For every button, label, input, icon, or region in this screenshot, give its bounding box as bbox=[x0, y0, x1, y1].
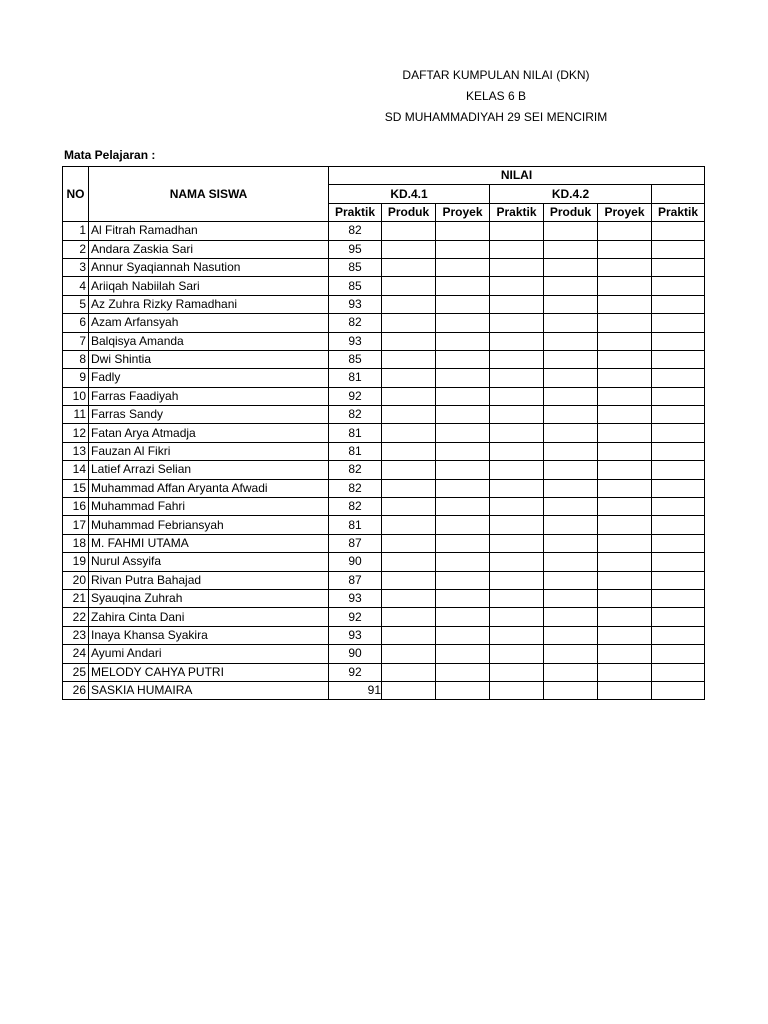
proyek-2-score bbox=[598, 332, 652, 350]
table-row bbox=[63, 645, 705, 663]
produk-2-score bbox=[544, 277, 598, 295]
student-name: Dwi Shintia bbox=[89, 350, 329, 368]
produk-score bbox=[382, 350, 436, 368]
proyek-score bbox=[436, 645, 490, 663]
praktik-3-score bbox=[652, 553, 705, 571]
proyek-2-score bbox=[598, 387, 652, 405]
proyek-2-score bbox=[598, 222, 652, 240]
table-row bbox=[63, 589, 705, 607]
proyek-2-score bbox=[598, 277, 652, 295]
praktik-score: 81 bbox=[329, 516, 382, 534]
table-row bbox=[63, 626, 705, 644]
produk-score bbox=[382, 442, 436, 460]
praktik-score: 90 bbox=[329, 645, 382, 663]
produk-score bbox=[382, 387, 436, 405]
proyek-score bbox=[436, 424, 490, 442]
proyek-2-score bbox=[598, 479, 652, 497]
proyek-2-score bbox=[598, 645, 652, 663]
table-row bbox=[63, 424, 705, 442]
praktik-score: 81 bbox=[329, 424, 382, 442]
student-name: Muhammad Affan Aryanta Afwadi bbox=[89, 479, 329, 497]
row-number: 13 bbox=[63, 442, 89, 460]
produk-score bbox=[382, 369, 436, 387]
praktik-score: 92 bbox=[329, 663, 382, 681]
student-name: Zahira Cinta Dani bbox=[89, 608, 329, 626]
table-row bbox=[63, 406, 705, 424]
produk-2-score bbox=[544, 663, 598, 681]
praktik-3-score bbox=[652, 681, 705, 699]
produk-2-score bbox=[544, 626, 598, 644]
table-row bbox=[63, 608, 705, 626]
table-row bbox=[63, 314, 705, 332]
praktik-score: 81 bbox=[329, 442, 382, 460]
table-row bbox=[63, 498, 705, 516]
sub-produk-2: Produk bbox=[544, 203, 598, 221]
row-number: 22 bbox=[63, 608, 89, 626]
proyek-2-score bbox=[598, 461, 652, 479]
row-number: 3 bbox=[63, 258, 89, 276]
student-name: Andara Zaskia Sari bbox=[89, 240, 329, 258]
table-row bbox=[63, 222, 705, 240]
praktik-score: 85 bbox=[329, 258, 382, 276]
student-name: Muhammad Fahri bbox=[89, 498, 329, 516]
produk-2-score bbox=[544, 479, 598, 497]
student-name: Annur Syaqiannah Nasution bbox=[89, 258, 329, 276]
student-name: Nurul Assyifa bbox=[89, 553, 329, 571]
praktik-score: 85 bbox=[329, 350, 382, 368]
table-row bbox=[63, 369, 705, 387]
proyek-2-score bbox=[598, 314, 652, 332]
table-row bbox=[63, 479, 705, 497]
praktik-score: 81 bbox=[329, 369, 382, 387]
produk-score bbox=[382, 608, 436, 626]
row-number: 6 bbox=[63, 314, 89, 332]
student-name: M. FAHMI UTAMA bbox=[89, 534, 329, 552]
produk-score bbox=[382, 553, 436, 571]
praktik-3-score bbox=[652, 387, 705, 405]
praktik-score: 92 bbox=[329, 608, 382, 626]
proyek-2-score bbox=[598, 424, 652, 442]
table-row bbox=[63, 534, 705, 552]
praktik-3-score bbox=[652, 295, 705, 313]
proyek-score bbox=[436, 589, 490, 607]
proyek-score bbox=[436, 350, 490, 368]
row-number: 19 bbox=[63, 553, 89, 571]
title-line-3: SD MUHAMMADIYAH 29 SEI MENCIRIM bbox=[384, 110, 608, 124]
praktik-3-score bbox=[652, 314, 705, 332]
praktik-score: 92 bbox=[329, 387, 382, 405]
praktik-score: 82 bbox=[329, 498, 382, 516]
praktik-2-score bbox=[490, 240, 544, 258]
row-number: 5 bbox=[63, 295, 89, 313]
row-number: 2 bbox=[63, 240, 89, 258]
student-name: Balqisya Amanda bbox=[89, 332, 329, 350]
produk-2-score bbox=[544, 258, 598, 276]
praktik-2-score bbox=[490, 626, 544, 644]
praktik-score: 93 bbox=[329, 332, 382, 350]
praktik-3-score bbox=[652, 589, 705, 607]
proyek-score bbox=[436, 479, 490, 497]
produk-2-score bbox=[544, 387, 598, 405]
table-row bbox=[63, 240, 705, 258]
produk-2-score bbox=[544, 608, 598, 626]
student-name: Latief Arrazi Selian bbox=[89, 461, 329, 479]
table-row bbox=[63, 332, 705, 350]
produk-2-score bbox=[544, 571, 598, 589]
produk-2-score bbox=[544, 442, 598, 460]
row-number: 23 bbox=[63, 626, 89, 644]
proyek-2-score bbox=[598, 295, 652, 313]
praktik-2-score bbox=[490, 277, 544, 295]
proyek-score bbox=[436, 626, 490, 644]
header-nilai: NILAI bbox=[329, 167, 705, 185]
praktik-2-score bbox=[490, 350, 544, 368]
proyek-2-score bbox=[598, 553, 652, 571]
produk-score bbox=[382, 295, 436, 313]
table-row bbox=[63, 663, 705, 681]
praktik-2-score bbox=[490, 479, 544, 497]
row-number: 24 bbox=[63, 645, 89, 663]
produk-score bbox=[382, 681, 436, 699]
praktik-score: 87 bbox=[329, 571, 382, 589]
student-name: MELODY CAHYA PUTRI bbox=[89, 663, 329, 681]
student-name: Rivan Putra Bahajad bbox=[89, 571, 329, 589]
praktik-2-score bbox=[490, 553, 544, 571]
praktik-2-score bbox=[490, 663, 544, 681]
praktik-3-score bbox=[652, 479, 705, 497]
proyek-2-score bbox=[598, 663, 652, 681]
proyek-score bbox=[436, 387, 490, 405]
proyek-2-score bbox=[598, 498, 652, 516]
table-row bbox=[63, 681, 705, 699]
student-name: Az Zuhra Rizky Ramadhani bbox=[89, 295, 329, 313]
produk-score bbox=[382, 240, 436, 258]
praktik-2-score bbox=[490, 498, 544, 516]
praktik-2-score bbox=[490, 406, 544, 424]
table-row bbox=[63, 350, 705, 368]
praktik-2-score bbox=[490, 387, 544, 405]
proyek-score bbox=[436, 277, 490, 295]
row-number: 9 bbox=[63, 369, 89, 387]
proyek-2-score bbox=[598, 369, 652, 387]
praktik-2-score bbox=[490, 645, 544, 663]
table-row bbox=[63, 277, 705, 295]
praktik-2-score bbox=[490, 681, 544, 699]
produk-score bbox=[382, 332, 436, 350]
row-number: 15 bbox=[63, 479, 89, 497]
praktik-3-score bbox=[652, 406, 705, 424]
produk-score bbox=[382, 663, 436, 681]
praktik-2-score bbox=[490, 424, 544, 442]
praktik-score: 93 bbox=[329, 295, 382, 313]
praktik-2-score bbox=[490, 369, 544, 387]
row-number: 16 bbox=[63, 498, 89, 516]
produk-2-score bbox=[544, 461, 598, 479]
proyek-score bbox=[436, 222, 490, 240]
produk-score bbox=[382, 277, 436, 295]
table-row bbox=[63, 461, 705, 479]
praktik-score: 93 bbox=[329, 589, 382, 607]
produk-2-score bbox=[544, 295, 598, 313]
praktik-2-score bbox=[490, 571, 544, 589]
proyek-score bbox=[436, 571, 490, 589]
student-name: Al Fitrah Ramadhan bbox=[89, 222, 329, 240]
header-kd-4-2: KD.4.2 bbox=[490, 185, 652, 203]
student-name: Muhammad Febriansyah bbox=[89, 516, 329, 534]
row-number: 4 bbox=[63, 277, 89, 295]
proyek-score bbox=[436, 663, 490, 681]
student-name: Farras Faadiyah bbox=[89, 387, 329, 405]
praktik-3-score bbox=[652, 369, 705, 387]
proyek-score bbox=[436, 681, 490, 699]
proyek-score bbox=[436, 295, 490, 313]
table-row bbox=[63, 571, 705, 589]
table-row bbox=[63, 553, 705, 571]
praktik-3-score bbox=[652, 277, 705, 295]
produk-2-score bbox=[544, 516, 598, 534]
proyek-2-score bbox=[598, 516, 652, 534]
produk-2-score bbox=[544, 681, 598, 699]
produk-2-score bbox=[544, 369, 598, 387]
praktik-3-score bbox=[652, 332, 705, 350]
proyek-2-score bbox=[598, 626, 652, 644]
student-name: Ariiqah Nabiilah Sari bbox=[89, 277, 329, 295]
proyek-2-score bbox=[598, 240, 652, 258]
header-kd-blank bbox=[652, 185, 705, 203]
row-number: 1 bbox=[63, 222, 89, 240]
proyek-score bbox=[436, 258, 490, 276]
proyek-score bbox=[436, 553, 490, 571]
proyek-score bbox=[436, 461, 490, 479]
row-number: 18 bbox=[63, 534, 89, 552]
row-number: 21 bbox=[63, 589, 89, 607]
produk-score bbox=[382, 222, 436, 240]
praktik-score: 82 bbox=[329, 461, 382, 479]
produk-score bbox=[382, 498, 436, 516]
produk-score bbox=[382, 314, 436, 332]
header-kd-4-1: KD.4.1 bbox=[329, 185, 490, 203]
student-name: SASKIA HUMAIRA bbox=[89, 681, 329, 699]
row-number: 8 bbox=[63, 350, 89, 368]
row-number: 14 bbox=[63, 461, 89, 479]
table-row bbox=[63, 387, 705, 405]
praktik-3-score bbox=[652, 424, 705, 442]
praktik-2-score bbox=[490, 314, 544, 332]
sub-praktik-2: Praktik bbox=[490, 203, 544, 221]
praktik-2-score bbox=[490, 461, 544, 479]
produk-2-score bbox=[544, 332, 598, 350]
proyek-2-score bbox=[598, 608, 652, 626]
praktik-3-score bbox=[652, 626, 705, 644]
produk-2-score bbox=[544, 222, 598, 240]
praktik-3-score bbox=[652, 222, 705, 240]
praktik-score: 85 bbox=[329, 277, 382, 295]
sub-praktik-3: Praktik bbox=[652, 203, 705, 221]
produk-2-score bbox=[544, 424, 598, 442]
row-number: 17 bbox=[63, 516, 89, 534]
praktik-score: 82 bbox=[329, 314, 382, 332]
student-name: Fauzan Al Fikri bbox=[89, 442, 329, 460]
proyek-2-score bbox=[598, 534, 652, 552]
produk-score bbox=[382, 479, 436, 497]
proyek-score bbox=[436, 406, 490, 424]
produk-score bbox=[382, 406, 436, 424]
row-number: 12 bbox=[63, 424, 89, 442]
praktik-2-score bbox=[490, 258, 544, 276]
proyek-score bbox=[436, 534, 490, 552]
sub-produk-1: Produk bbox=[382, 203, 436, 221]
table-row bbox=[63, 295, 705, 313]
proyek-2-score bbox=[598, 442, 652, 460]
produk-2-score bbox=[544, 314, 598, 332]
praktik-3-score bbox=[652, 442, 705, 460]
row-number: 10 bbox=[63, 387, 89, 405]
produk-score bbox=[382, 461, 436, 479]
student-name: Fatan Arya Atmadja bbox=[89, 424, 329, 442]
praktik-3-score bbox=[652, 498, 705, 516]
praktik-score: 82 bbox=[329, 222, 382, 240]
praktik-3-score bbox=[652, 571, 705, 589]
praktik-3-score bbox=[652, 350, 705, 368]
produk-score bbox=[382, 589, 436, 607]
proyek-2-score bbox=[598, 681, 652, 699]
praktik-score: 87 bbox=[329, 534, 382, 552]
praktik-2-score bbox=[490, 222, 544, 240]
proyek-2-score bbox=[598, 350, 652, 368]
table-row bbox=[63, 516, 705, 534]
proyek-2-score bbox=[598, 406, 652, 424]
praktik-3-score bbox=[652, 608, 705, 626]
student-name: Ayumi Andari bbox=[89, 645, 329, 663]
proyek-score bbox=[436, 516, 490, 534]
praktik-2-score bbox=[490, 534, 544, 552]
praktik-3-score bbox=[652, 258, 705, 276]
table-body bbox=[63, 222, 705, 700]
produk-2-score bbox=[544, 589, 598, 607]
student-name: Fadly bbox=[89, 369, 329, 387]
table-row bbox=[63, 442, 705, 460]
row-number: 11 bbox=[63, 406, 89, 424]
produk-2-score bbox=[544, 240, 598, 258]
produk-2-score bbox=[544, 498, 598, 516]
proyek-2-score bbox=[598, 589, 652, 607]
praktik-2-score bbox=[490, 442, 544, 460]
praktik-score: 95 bbox=[329, 240, 382, 258]
praktik-3-score bbox=[652, 516, 705, 534]
proyek-score bbox=[436, 442, 490, 460]
title-line-2: KELAS 6 B bbox=[465, 89, 527, 103]
header-name: NAMA SISWA bbox=[89, 167, 329, 222]
produk-score bbox=[382, 571, 436, 589]
praktik-score: 93 bbox=[329, 626, 382, 644]
subject-label: Mata Pelajaran : bbox=[64, 148, 156, 162]
header-no: NO bbox=[63, 167, 89, 222]
student-name: Inaya Khansa Syakira bbox=[89, 626, 329, 644]
produk-2-score bbox=[544, 645, 598, 663]
praktik-score: 82 bbox=[329, 406, 382, 424]
proyek-score bbox=[436, 369, 490, 387]
sub-proyek-2: Proyek bbox=[598, 203, 652, 221]
table-row bbox=[63, 258, 705, 276]
praktik-3-score bbox=[652, 645, 705, 663]
proyek-2-score bbox=[598, 258, 652, 276]
praktik-3-score bbox=[652, 663, 705, 681]
proyek-score bbox=[436, 332, 490, 350]
praktik-3-score bbox=[652, 240, 705, 258]
row-number: 20 bbox=[63, 571, 89, 589]
praktik-score: 90 bbox=[329, 553, 382, 571]
praktik-2-score bbox=[490, 516, 544, 534]
proyek-2-score bbox=[598, 571, 652, 589]
student-name: Farras Sandy bbox=[89, 406, 329, 424]
proyek-score bbox=[436, 240, 490, 258]
praktik-2-score bbox=[490, 608, 544, 626]
proyek-score bbox=[436, 498, 490, 516]
produk-score bbox=[382, 424, 436, 442]
praktik-2-score bbox=[490, 589, 544, 607]
produk-score bbox=[382, 516, 436, 534]
praktik-3-score bbox=[652, 461, 705, 479]
produk-2-score bbox=[544, 553, 598, 571]
student-name: Syauqina Zuhrah bbox=[89, 589, 329, 607]
produk-score bbox=[382, 258, 436, 276]
praktik-score: 82 bbox=[329, 479, 382, 497]
praktik-2-score bbox=[490, 295, 544, 313]
row-number: 25 bbox=[63, 663, 89, 681]
student-name: Azam Arfansyah bbox=[89, 314, 329, 332]
proyek-score bbox=[436, 314, 490, 332]
praktik-score: 91 bbox=[329, 681, 382, 699]
sub-praktik-1: Praktik bbox=[329, 203, 382, 221]
title-line-1: DAFTAR KUMPULAN NILAI (DKN) bbox=[402, 68, 590, 82]
row-number: 26 bbox=[63, 681, 89, 699]
praktik-2-score bbox=[490, 332, 544, 350]
praktik-3-score bbox=[652, 534, 705, 552]
produk-score bbox=[382, 534, 436, 552]
grade-table bbox=[62, 166, 705, 700]
produk-2-score bbox=[544, 534, 598, 552]
produk-score bbox=[382, 645, 436, 663]
sub-proyek-1: Proyek bbox=[436, 203, 490, 221]
row-number: 7 bbox=[63, 332, 89, 350]
produk-2-score bbox=[544, 350, 598, 368]
proyek-score bbox=[436, 608, 490, 626]
produk-2-score bbox=[544, 406, 598, 424]
produk-score bbox=[382, 626, 436, 644]
